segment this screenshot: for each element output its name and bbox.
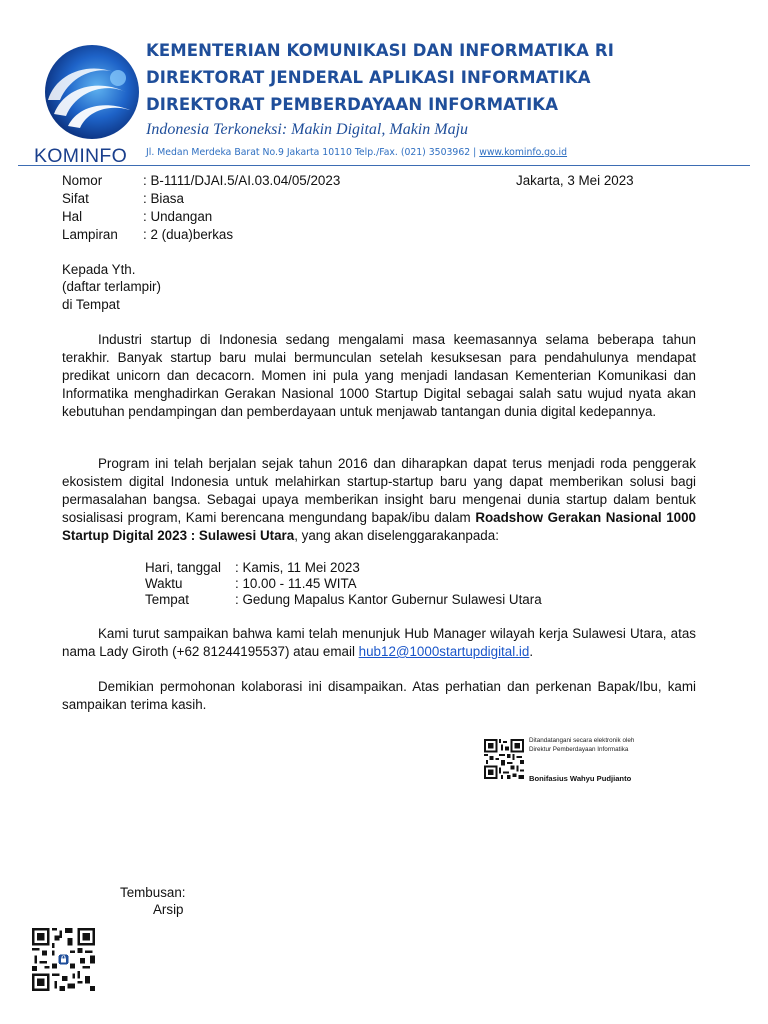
recipient-list: (daftar terlampir) (62, 279, 161, 294)
event-name: Roadshow Gerakan Nasional 1000 Startup Digital 2023 : Sulawesi Utara (62, 510, 696, 543)
body-paragraph-2 (62, 455, 696, 545)
paragraph-2-text: Program ini telah berjalan sejak tahun 2016 dan diharapkan dapat terus menjadi roda penggerak ekosistem digital Indonesia untuk melahirkan startup-startup baru yang dapat memberikan solusi bagi permasalahan bangsa. Sebagai upaya memberikan insight baru mengenai dunia startup dalam bentuk sosialisasi program, Kami berencana mengundang bapak/ibu dalam (62, 456, 696, 525)
footer-qr-code (32, 928, 95, 991)
signature-qr-icon (484, 739, 524, 779)
cc-label: Tembusan: (120, 885, 186, 900)
sifat-value: : Biasa (143, 191, 184, 206)
signature-qr-code (484, 739, 524, 779)
lampiran-value: : 2 (dua)berkas (143, 227, 234, 242)
event-place-label: Tempat (145, 592, 189, 607)
event-time-label: Waktu (145, 576, 183, 591)
paragraph-3-text: Kami turut sampaikan bahwa kami telah menunjuk Hub Manager wilayah kerja Sulawesi Utara, atas nama Lady Giroth (+62 81244195537) atau email (62, 626, 696, 659)
event-date-label: Hari, tanggal (145, 560, 221, 575)
signature-note-line-1: Ditandatangani secara elektronik oleh (529, 737, 635, 744)
event-place-value: : Gedung Mapalus Kantor Gubernur Sulawesi Utara (235, 592, 542, 607)
nomor-label: Nomor (62, 173, 103, 188)
letterhead-ministry: KEMENTERIAN KOMUNIKASI DAN INFORMATIKA RI (146, 41, 614, 60)
recipient-salutation: Kepada Yth. (62, 262, 136, 277)
letterhead-directorate: DIREKTORAT PEMBERDAYAAN INFORMATIKA (146, 95, 559, 114)
signatory-name: Bonifasius Wahyu Pudjianto (529, 774, 632, 783)
recipient-place: di Tempat (62, 297, 120, 312)
event-time-value: : 10.00 - 11.45 WITA (235, 576, 357, 591)
signature-note-line-2: Direktur Pemberdayaan Informatika (529, 745, 629, 753)
hal-value: : Undangan (143, 209, 213, 224)
sifat-label: Sifat (62, 191, 89, 206)
place-date: Jakarta, 3 Mei 2023 (516, 173, 634, 188)
letterhead-directorate-general: DIREKTORAT JENDERAL APLIKASI INFORMATIKA (146, 68, 591, 87)
hub-email-link[interactable]: hub12@1000startupdigital.id (358, 644, 530, 659)
address-text: Jl. Medan Merdeka Barat No.9 Jakarta 10110 Telp./Fax. (021) 3503962 | (146, 147, 480, 158)
letterhead-address (146, 144, 567, 162)
letterhead-divider (18, 165, 750, 166)
paragraph-3-tail: . (529, 644, 534, 659)
body-paragraph-3 (62, 625, 696, 661)
body-paragraph-4: Demikian permohonan kolaborasi ini disampaikan. Atas perhatian dan perkenan Bapak/Ibu, kami sampaikan terima kasih. (62, 679, 696, 712)
signature-note (529, 737, 634, 754)
kominfo-logo-text: KOMINFO (34, 145, 128, 166)
paragraph-2-tail: , yang akan diselenggarakanpada: (294, 528, 499, 543)
kominfo-logo (34, 42, 146, 166)
nomor-value: : B-1111/DJAI.5/AI.03.04/05/2023 (143, 173, 341, 188)
lampiran-label: Lampiran (62, 227, 118, 242)
letterhead-tagline: Indonesia Terkoneksi: Makin Digital, Makin Maju (146, 121, 469, 138)
body-paragraph-1: Industri startup di Indonesia sedang mengalami masa keemasannya selama beberapa tahun terakhir. Banyak startup baru mulai bermunculan setelah kesuksesan para pendahulunya mendapat predikat unicorn dan decacorn. Momen ini pula yang menjadi landasan Kementerian Komunikasi dan Informatika menghadirkan Gerakan Nasional 1000 Startup Digital sebagai salah satu wujud nyata akan kebutuhan pendampingan dan pemberdayaan untuk menjawab tantangan dunia digital kedepannya. (62, 332, 696, 419)
hal-label: Hal (62, 209, 83, 224)
footer-qr-icon (32, 928, 95, 991)
event-date-value: : Kamis, 11 Mei 2023 (235, 560, 360, 575)
website-link[interactable]: www.kominfo.go.id (479, 147, 568, 158)
kominfo-logo-emblem (34, 42, 146, 166)
cc-item: Arsip (153, 902, 184, 917)
